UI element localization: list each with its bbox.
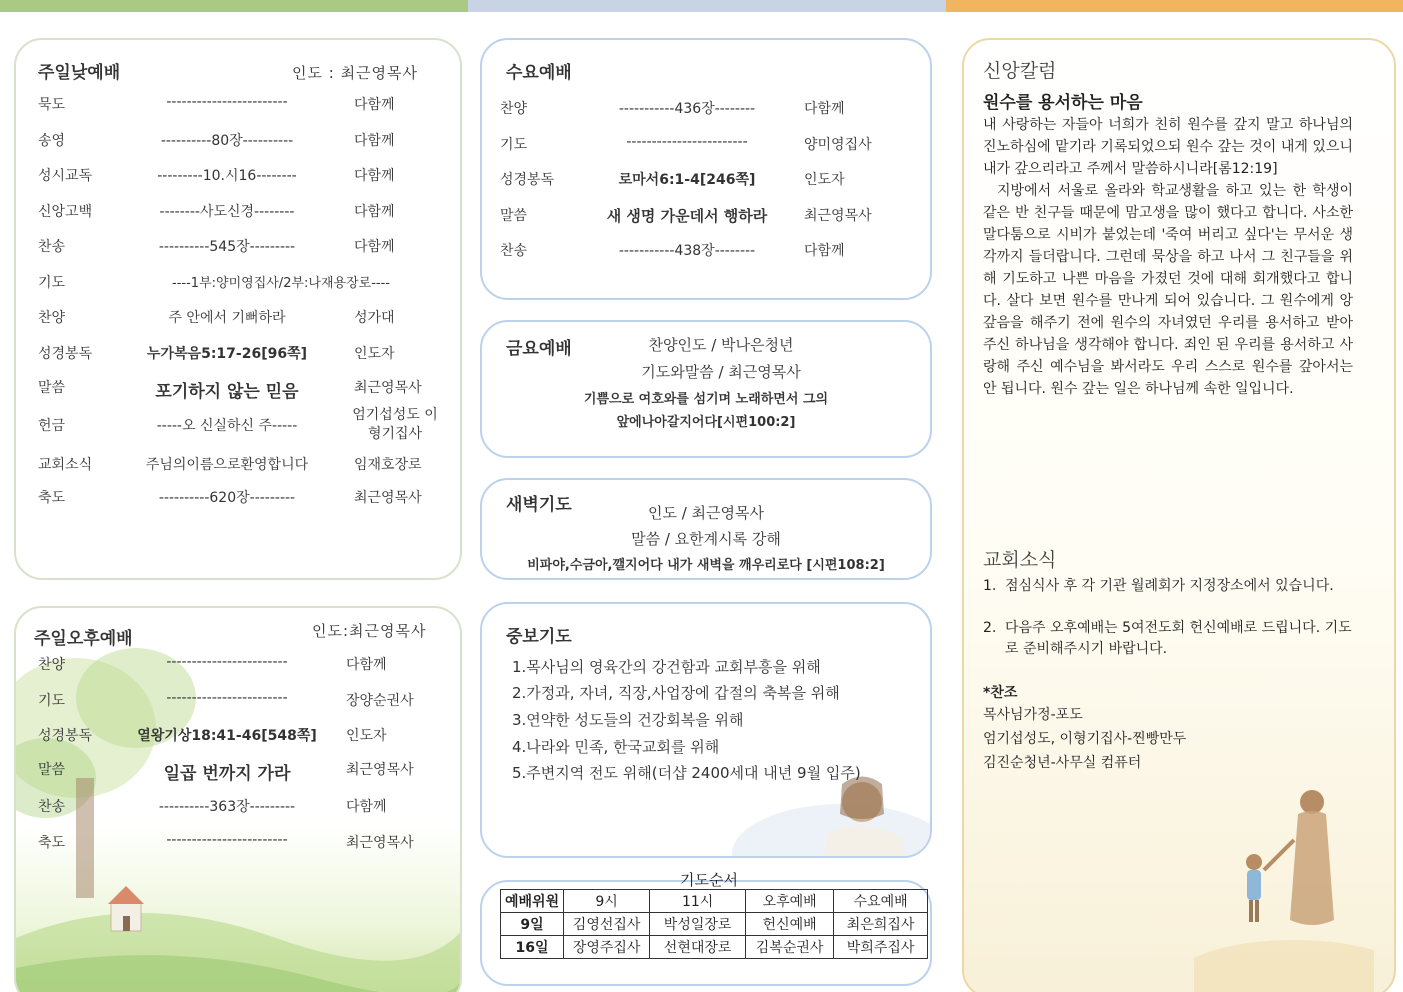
order-item: 성경봉독 [38,728,93,744]
friday-panel [480,320,932,458]
order-person: 성가대 [354,310,395,326]
order-item: 말씀 [38,380,66,396]
sunday-afternoon-leader: 인도:최근영목사 [312,622,427,640]
order-row [16,236,460,264]
order-content: ---------10.시16-------- [157,168,297,184]
order-item: 찬양 [38,310,66,326]
order-row [16,272,460,300]
news-item-text: 다음주 오후예배는 5여전도회 헌신예배로 드립니다. 기도로 준비해주시기 바랍니다. [1005,620,1352,657]
table-cell: 김영선집사 [564,913,650,936]
dawn-prayer-title: 새벽기도 [506,495,572,515]
order-item: 기도 [500,137,528,153]
friday-praise-leader: 찬양인도 / 박나은청년 [648,336,794,354]
table-row [501,936,928,959]
order-person: 엄기섭성도 이형기집사 [352,407,438,442]
order-content: --------사도신경-------- [159,204,295,220]
table-cell: 헌신예배 [746,913,834,936]
intercession-item: 5.주변지역 전도 위해(더샵 2400세대 내년 9월 입주) [512,764,861,782]
order-content: -----------436장-------- [618,101,756,117]
table-cell: 선현대장로 [650,936,746,959]
thanks-item: 김진순청년-사무실 컴퓨터 [983,755,1142,771]
intercession-item: 3.연약한 성도들의 건강회복을 위해 [512,711,744,729]
order-content: ----------545장--------- [158,239,296,255]
order-content: ------------------------ [626,134,748,150]
order-row [16,307,460,335]
order-content: ------------------------ [166,690,288,706]
table-cell: 김복순권사 [746,936,834,959]
order-row [16,406,460,446]
order-row [482,169,930,197]
table-row [501,913,928,936]
order-row [16,654,460,682]
table-cell: 장영주집사 [564,936,650,959]
order-item: 찬송 [500,243,528,259]
chapel-illustration [96,878,156,938]
column-body [983,114,1353,400]
thanks-item: 목사님가정-포도 [983,707,1083,723]
order-person: 최근영목사 [346,762,414,778]
order-person: 다함께 [804,101,845,117]
dawn-prayer-sermon: 말씀 / 요한계시록 강해 [631,530,781,548]
order-content: ----------620장--------- [158,490,296,506]
order-person: 최근영목사 [346,835,414,851]
sunday-morning-title: 주일낮예배 [38,63,121,83]
wednesday-panel [480,38,932,300]
order-content: ----------363장--------- [158,799,296,815]
order-person: 최근영목사 [804,208,872,224]
thanks-item: 엄기섭성도, 이형기집사-찐빵만두 [983,731,1187,747]
intercession-item: 1.목사님의 영육간의 강건함과 교회부흥을 위해 [512,658,821,676]
sunday-afternoon-title: 주일오후예배 [34,629,133,649]
order-person: 다함께 [346,657,387,673]
order-row [16,130,460,158]
order-row [482,98,930,126]
order-sermon-title: 포기하지 않는 믿음 [155,382,299,402]
intercession-panel [480,602,932,858]
order-person: 인도자 [804,172,845,188]
column-subtitle: 원수를 용서하는 마음 [983,93,1143,113]
table-header: 11시 [650,890,746,913]
intercession-title: 중보기도 [506,627,572,647]
order-row [16,832,460,860]
order-sermon-title: 일곱 번까지 가라 [163,764,291,784]
order-content: ------------------------ [166,94,288,110]
friday-verse-line1: 기쁨으로 여호와를 섬기며 노래하면서 그의 [583,392,829,407]
order-item: 성경봉독 [38,346,93,362]
order-row [482,134,930,162]
order-item: 성경봉독 [500,172,555,188]
sunday-afternoon-panel [14,606,462,992]
order-item: 찬양 [500,101,528,117]
order-item: 신앙고백 [38,204,93,220]
order-item: 찬양 [38,657,66,673]
friday-verse-line2: 앞에나아갈지어다[시편100:2] [616,415,796,430]
order-content: 누가복음5:17-26[96쪽] [146,346,307,362]
table-header: 9시 [564,890,650,913]
news-item [983,576,1353,597]
order-row [16,165,460,193]
order-item: 교회소식 [38,457,93,473]
order-person: 인도자 [346,728,387,744]
order-person: 다함께 [804,243,845,259]
order-person: 임재호장로 [354,457,422,473]
order-item: 성시교독 [38,168,93,184]
order-item: 말씀 [38,762,66,778]
table-row [501,890,928,913]
order-content: 로마서6:1-4[246쪽] [618,172,756,188]
order-item: 헌금 [38,418,66,434]
order-item: 기도 [38,693,66,709]
news-item-text: 점심식사 후 각 기관 월례회가 지정장소에서 있습니다. [1005,578,1334,594]
order-item: 말씀 [500,208,528,224]
table-header: 오후예배 [746,890,834,913]
order-row [16,487,460,515]
order-person: 인도자 [354,346,395,362]
order-content: 주 안에서 기뻐하라 [168,310,286,326]
order-row [16,796,460,824]
order-person: 다함께 [354,97,395,113]
news-heading: 교회소식 [983,549,1057,571]
dawn-prayer-leader: 인도 / 최근영목사 [647,504,765,522]
order-content: -----------438장-------- [618,243,756,259]
thanks-heading: *찬조 [983,685,1018,701]
order-person: 다함께 [354,239,395,255]
top-band-orange [946,0,1403,12]
order-person: 장양순권사 [346,693,414,709]
order-row [16,377,460,405]
top-band-blue [468,0,946,12]
order-person: 최근영목사 [354,490,422,506]
order-person: 다함께 [354,204,395,220]
order-sermon-title: 새 생명 가운데서 행하라 [606,207,768,225]
prayer-rota-table [500,889,928,959]
order-content: ------------------------ [166,832,288,848]
table-cell: 최은희집사 [834,913,928,936]
order-content: -----오 신실하신 주----- [156,418,298,434]
order-row [16,201,460,229]
order-row [16,725,460,753]
sunday-morning-leader: 인도 : 최근영목사 [292,64,419,82]
order-content: ----1부:양미영집사/2부:나재용장로---- [172,276,390,291]
column-heading: 신앙칼럼 [983,60,1057,82]
order-row [16,690,460,718]
news-item [983,618,1353,660]
dawn-prayer-verse: 비파야,수금아,깰지어다 내가 새벽을 깨우리로다 [시편108:2] [527,558,885,573]
order-row [16,343,460,371]
mother-child-illustration [1194,780,1374,992]
table-row-label: 16일 [501,936,564,959]
friday-title: 금요예배 [506,339,572,359]
table-header: 수요예배 [834,890,928,913]
order-row [16,454,460,482]
friday-sermon: 기도와말씀 / 최근영목사 [641,363,801,381]
order-row [16,94,460,122]
order-item: 축도 [38,835,66,851]
order-person: 다함께 [354,133,395,149]
order-row [16,759,460,787]
sunday-morning-panel [14,38,462,580]
order-content: 주님의이름으로환영합니다 [145,457,309,473]
order-item: 기도 [38,275,66,291]
order-item: 찬송 [38,239,66,255]
intercession-item: 4.나라와 민족, 한국교회를 위해 [512,738,720,756]
column-scripture: 내 사랑하는 자들아 너희가 친히 원수를 갚지 말고 하나님의 진노하심에 맡기라 기록되었으되 원수 갚는 것이 내게 있으니 내가 갚으리라고 주께서 말씀하시니라[롬12:19] [983,117,1353,177]
news-item-number: 2. [983,620,997,636]
top-band-green [0,0,468,12]
order-content: ------------------------ [166,654,288,670]
order-item: 송영 [38,133,66,149]
order-row [482,240,930,268]
news-item-number: 1. [983,578,997,594]
order-person: 다함께 [354,168,395,184]
order-person: 최근영목사 [354,380,422,396]
table-cell: 박성일장로 [650,913,746,936]
table-corner-header: 예배위원 [501,890,564,913]
order-item: 축도 [38,490,66,506]
order-row [482,205,930,233]
table-row-label: 9일 [501,913,564,936]
order-content: ----------80장---------- [160,133,294,149]
order-item: 묵도 [38,97,66,113]
wednesday-title: 수요예배 [506,63,572,83]
order-content: 열왕기상18:41-46[548쪽] [137,728,317,744]
intercession-item: 2.가정과, 자녀, 직장,사업장에 갑절의 축복을 위해 [512,684,840,702]
dawn-prayer-panel [480,478,932,580]
column-paragraph: 지방에서 서울로 올라와 학교생활을 하고 있는 한 학생이 같은 반 친구들 때문에 맘고생을 많이 했다고 합니다. 사소한 말다툼으로 시비가 붙었는데 '죽여 버리고 싶다'는 무서운 생각까지 들더랍니다. 그런데 묵상을 하고 나서 그 친구들을 위해 기도하고 나쁜 마음을 가졌던 것에 대해 회개했다고 합니다. 살다 보면 원수를 만나게 되어 있습니다. 그 원수에게 앙갚음을 해주기 전에 원수의 자녀였던 우리를 용서하고 받아 주신 하나님을 생각해야 합니다. 죄인 된 우리를 용서하고 사랑해 주신 예수님을 봐서라도 우리 스스로 원수를 갚아서는 안 됩니다. 원수 갚는 일은 하나님께 속한 일입니다. [983,183,1353,397]
prayer-rota-title: 기도순서 [680,871,738,889]
order-person: 양미영집사 [804,137,872,153]
order-person: 다함께 [346,799,387,815]
table-cell: 박희주집사 [834,936,928,959]
order-item: 찬송 [38,799,66,815]
